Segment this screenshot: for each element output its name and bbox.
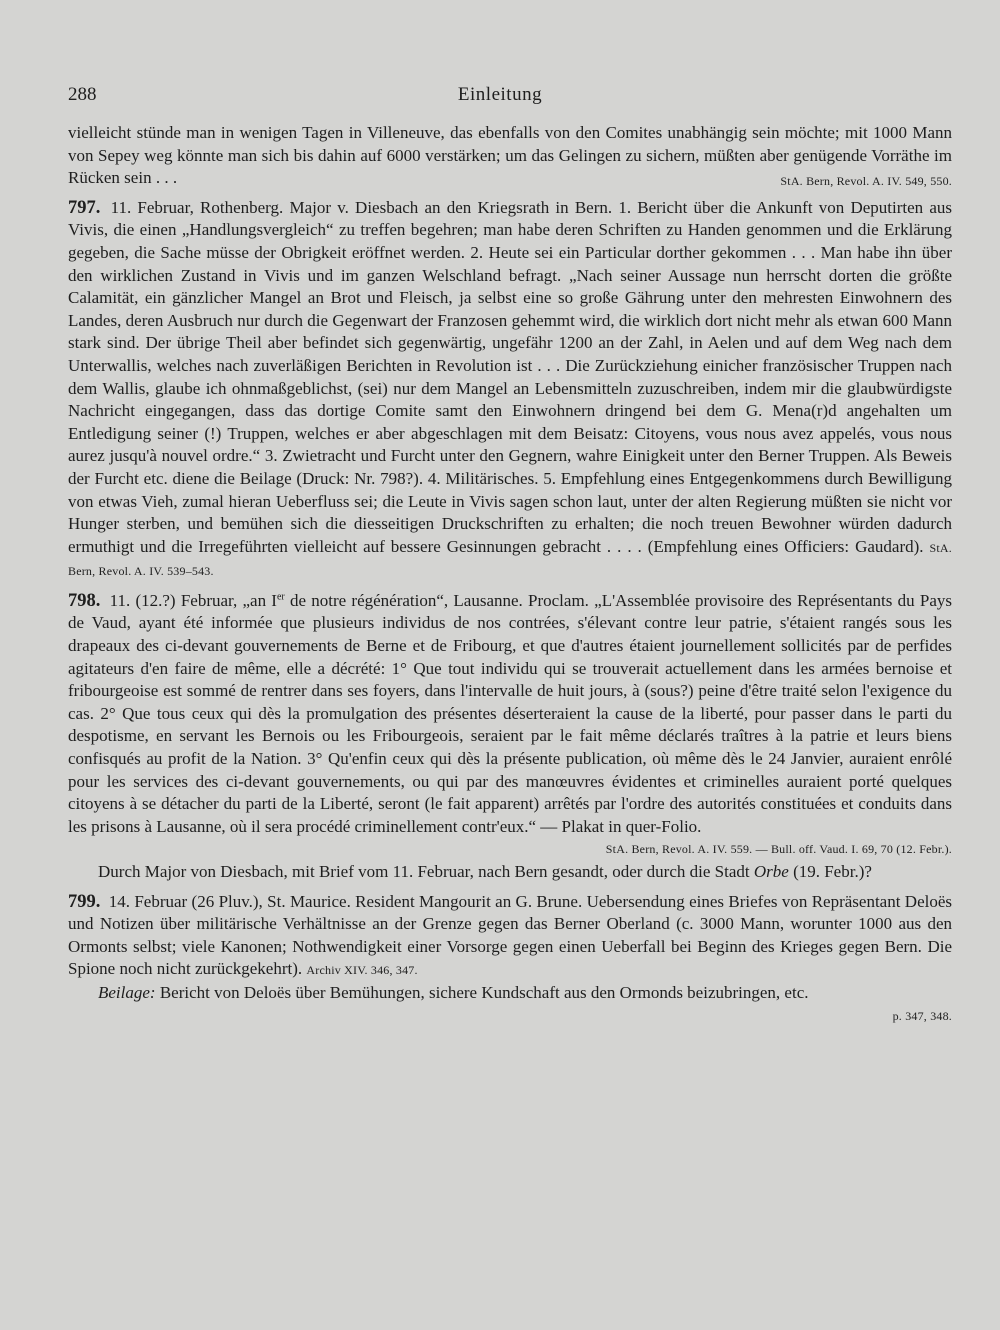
entry-number: 798. (68, 590, 101, 611)
entry-797 (68, 197, 952, 583)
entry-number: 799. (68, 891, 101, 912)
entry-number: 797. (68, 197, 101, 218)
source-citation: StA. Bern, Revol. A. IV. 559. — Bull. off. Vaud. I. 69, 70 (12. Febr.). (605, 842, 952, 857)
note-text: Durch Major von Diesbach, mit Brief vom 11. Februar, nach Bern gesandt, oder durch die Stadt (98, 862, 754, 881)
entry-799 (68, 891, 952, 982)
running-title: Einleitung (457, 84, 543, 105)
beilage-label: Beilage: (98, 982, 156, 1002)
page-number: 288 (68, 84, 97, 105)
page-body (68, 122, 952, 1027)
source-citation: p. 347, 348. (892, 1008, 952, 1023)
carryover-text: vielleicht stünde man in wenigen Tagen in Villeneuve, das ebenfalls von den Comites unabhängig sein möchte; mit 1000 Mann von Sepey weg könnte man sich bis dahin auf 6000 verstärken; um das Gelingen zu sichern, müßten aber genügende Vorräthe im Rücken sein . . . (68, 123, 952, 188)
entry-798 (68, 590, 952, 861)
entry-text: 14. Februar (26 Pluv.), St. Maurice. Resident Mangourit an G. Brune. Uebersendung eines Briefes von Repräsentant Deloës und Notizen über militärische Verhältnisse an der Grenze gegen das Berner Oberland (c. 3000 Mann, worunter 1000 aus den Ormonts selbst; viele Kanonen; Nothwendigkeit einer Vorsorge gegen einen Ueberfall bei Beginn des Krieges gegen Bern. Die Spione noch nicht zurückgekehrt). (68, 891, 952, 979)
carryover-paragraph (68, 122, 952, 190)
entry-799-beilage (68, 982, 952, 1027)
entry-text: 11. (12.?) Februar, „an I (109, 590, 277, 610)
source-citation: StA. Bern, Revol. A. IV. 549, 550. (780, 174, 952, 189)
entry-798-note (68, 861, 952, 884)
note-end: (19. Febr.)? (788, 862, 872, 881)
entry-text: 11. Februar, Rothenberg. Major v. Diesbach an den Kriegsrath in Bern. 1. Bericht über die Ankunft von Deputirten aus Vivis, die einen „Handlungsvergleich“ zu treffen begehren; man habe deren Schriften zu Handen genommen und die Erklärung gegeben, die Sache müsse der Obrigkeit eröffnet werden. 2. Heute sei ein Particular dorther gekommen . . . Man habe ihn über den wirklichen Zustand in Vivis und im ganzen Welschland befragt. „Nach seiner Aussage nun herrscht dorten die größte Calamität, ein gänzlicher Mangel an Brot und Fleisch, ja selbst eine so große Gährung unter den mehresten Einwohnern des Landes, deren Ausbruch nur durch die Gegenwart der Franzosen gehemmt wird, die wirklich dort nicht mehr als etwan 600 Mann stark sind. Der übrige Theil aber befindet sich gegenwärtig, ungefähr 1200 an der Zahl, in Aelen und auf dem Weg nach dem Unterwallis, welches nach zuverläßigen Berichten in Revolution ist . . . Die Zurückziehung einicher französischer Truppen nach dem Wallis, glaube ich ohnmaßgeblichst, (sei) nur dem Mangel an Lebensmitteln zuzuschreiben, indem mir die glaubwürdigste Nachricht eingegangen, dass das dortige Comite samt den Einwohnern dringend bei dem G. Mena(r)d angehalten um Entledigung seiner (!) Truppen, welches er aber abgeschlagen mit dem Beisatz: Citoyens, vous nous avez appelés, vous nous aurez jusqu'à nouvel ordre.“ 3. Zwietracht und Furcht unter den Gegnern, wahre Einigkeit unter den Berner Truppen. Als Beweis der Furcht etc. diene die Beilage (Druck: Nr. 798?). 4. Militärisches. 5. Empfehlung eines Entgegenkommens durch Bewilligung von etwas Vieh, zumal hieran Ueberfluss sei; die Leute in Vivis sagen schon laut, unter der alten Regierung müßten sie nicht vor Hunger sterben, und bemühen sich die diesseitigen Druckschriften zu erhalten; die noch treuen Bewohner würden dadurch ermuthigt und die Irregeführten vielleicht auf bessere Gesinnungen gebracht . . . . (Empfehlung eines Officiers: Gaudard). (68, 197, 953, 556)
note-italic: Orbe (753, 862, 789, 881)
superscript: er (276, 591, 285, 603)
entry-text-continued: de notre régénération“, Lausanne. Proclam. „L'Assemblée provisoire des Représentants du Pays de Vaud, ayant été informée que plusieurs individus de nos contrées, s'élevant contre leur patrie, s'étaient rangés sous les drapeaux des ci-devant gouvernements de Berne et de Fribourg, et que d'autres étaient journellement sollicités par de perfides agitateurs d'en faire de même, elle a décrété: 1° Que tout individu qui se trouverait actuellement dans les armées bernoise et fribourgeoise est sommé de rentrer dans ses foyers, dans l'intervalle de huit jours, à (sous?) peine d'être traité selon l'exigence du cas. 2° Que tous ceux qui dès la promulgation des présentes déserteraient la cause de la liberté, pour passer dans le parti du despotisme, en servant les Bernois ou les Fribourgeois, seraient par le fait même déclarés traîtres à la patrie et leurs biens confisqués au profit de la Nation. 3° Qu'enfin ceux qui dès la présente publication, où même dès le 24 Janvier, auraient enrôlé pour les services des ci-devant gouvernements, ou qui par des manœuvres évidentes et criminelles auraient porté quelques citoyens à se détacher du parti de la Liberté, seront (le fait apparent) arrêtés par l'ordre des autorités constituées et conduits dans les prisons à Lausanne, où il sera procédé criminellement contr'eux.“ — Plakat in quer-Folio. (68, 590, 952, 836)
beilage-text: Bericht von Deloës über Bemühungen, sichere Kundschaft aus den Ormonds beizubringen, etc. (155, 982, 809, 1002)
source-citation: StA. Bern, Revol. A. IV. 539–543. (68, 540, 952, 579)
page-header (68, 84, 932, 110)
source-citation: Archiv XIV. 346, 347. (306, 963, 418, 978)
